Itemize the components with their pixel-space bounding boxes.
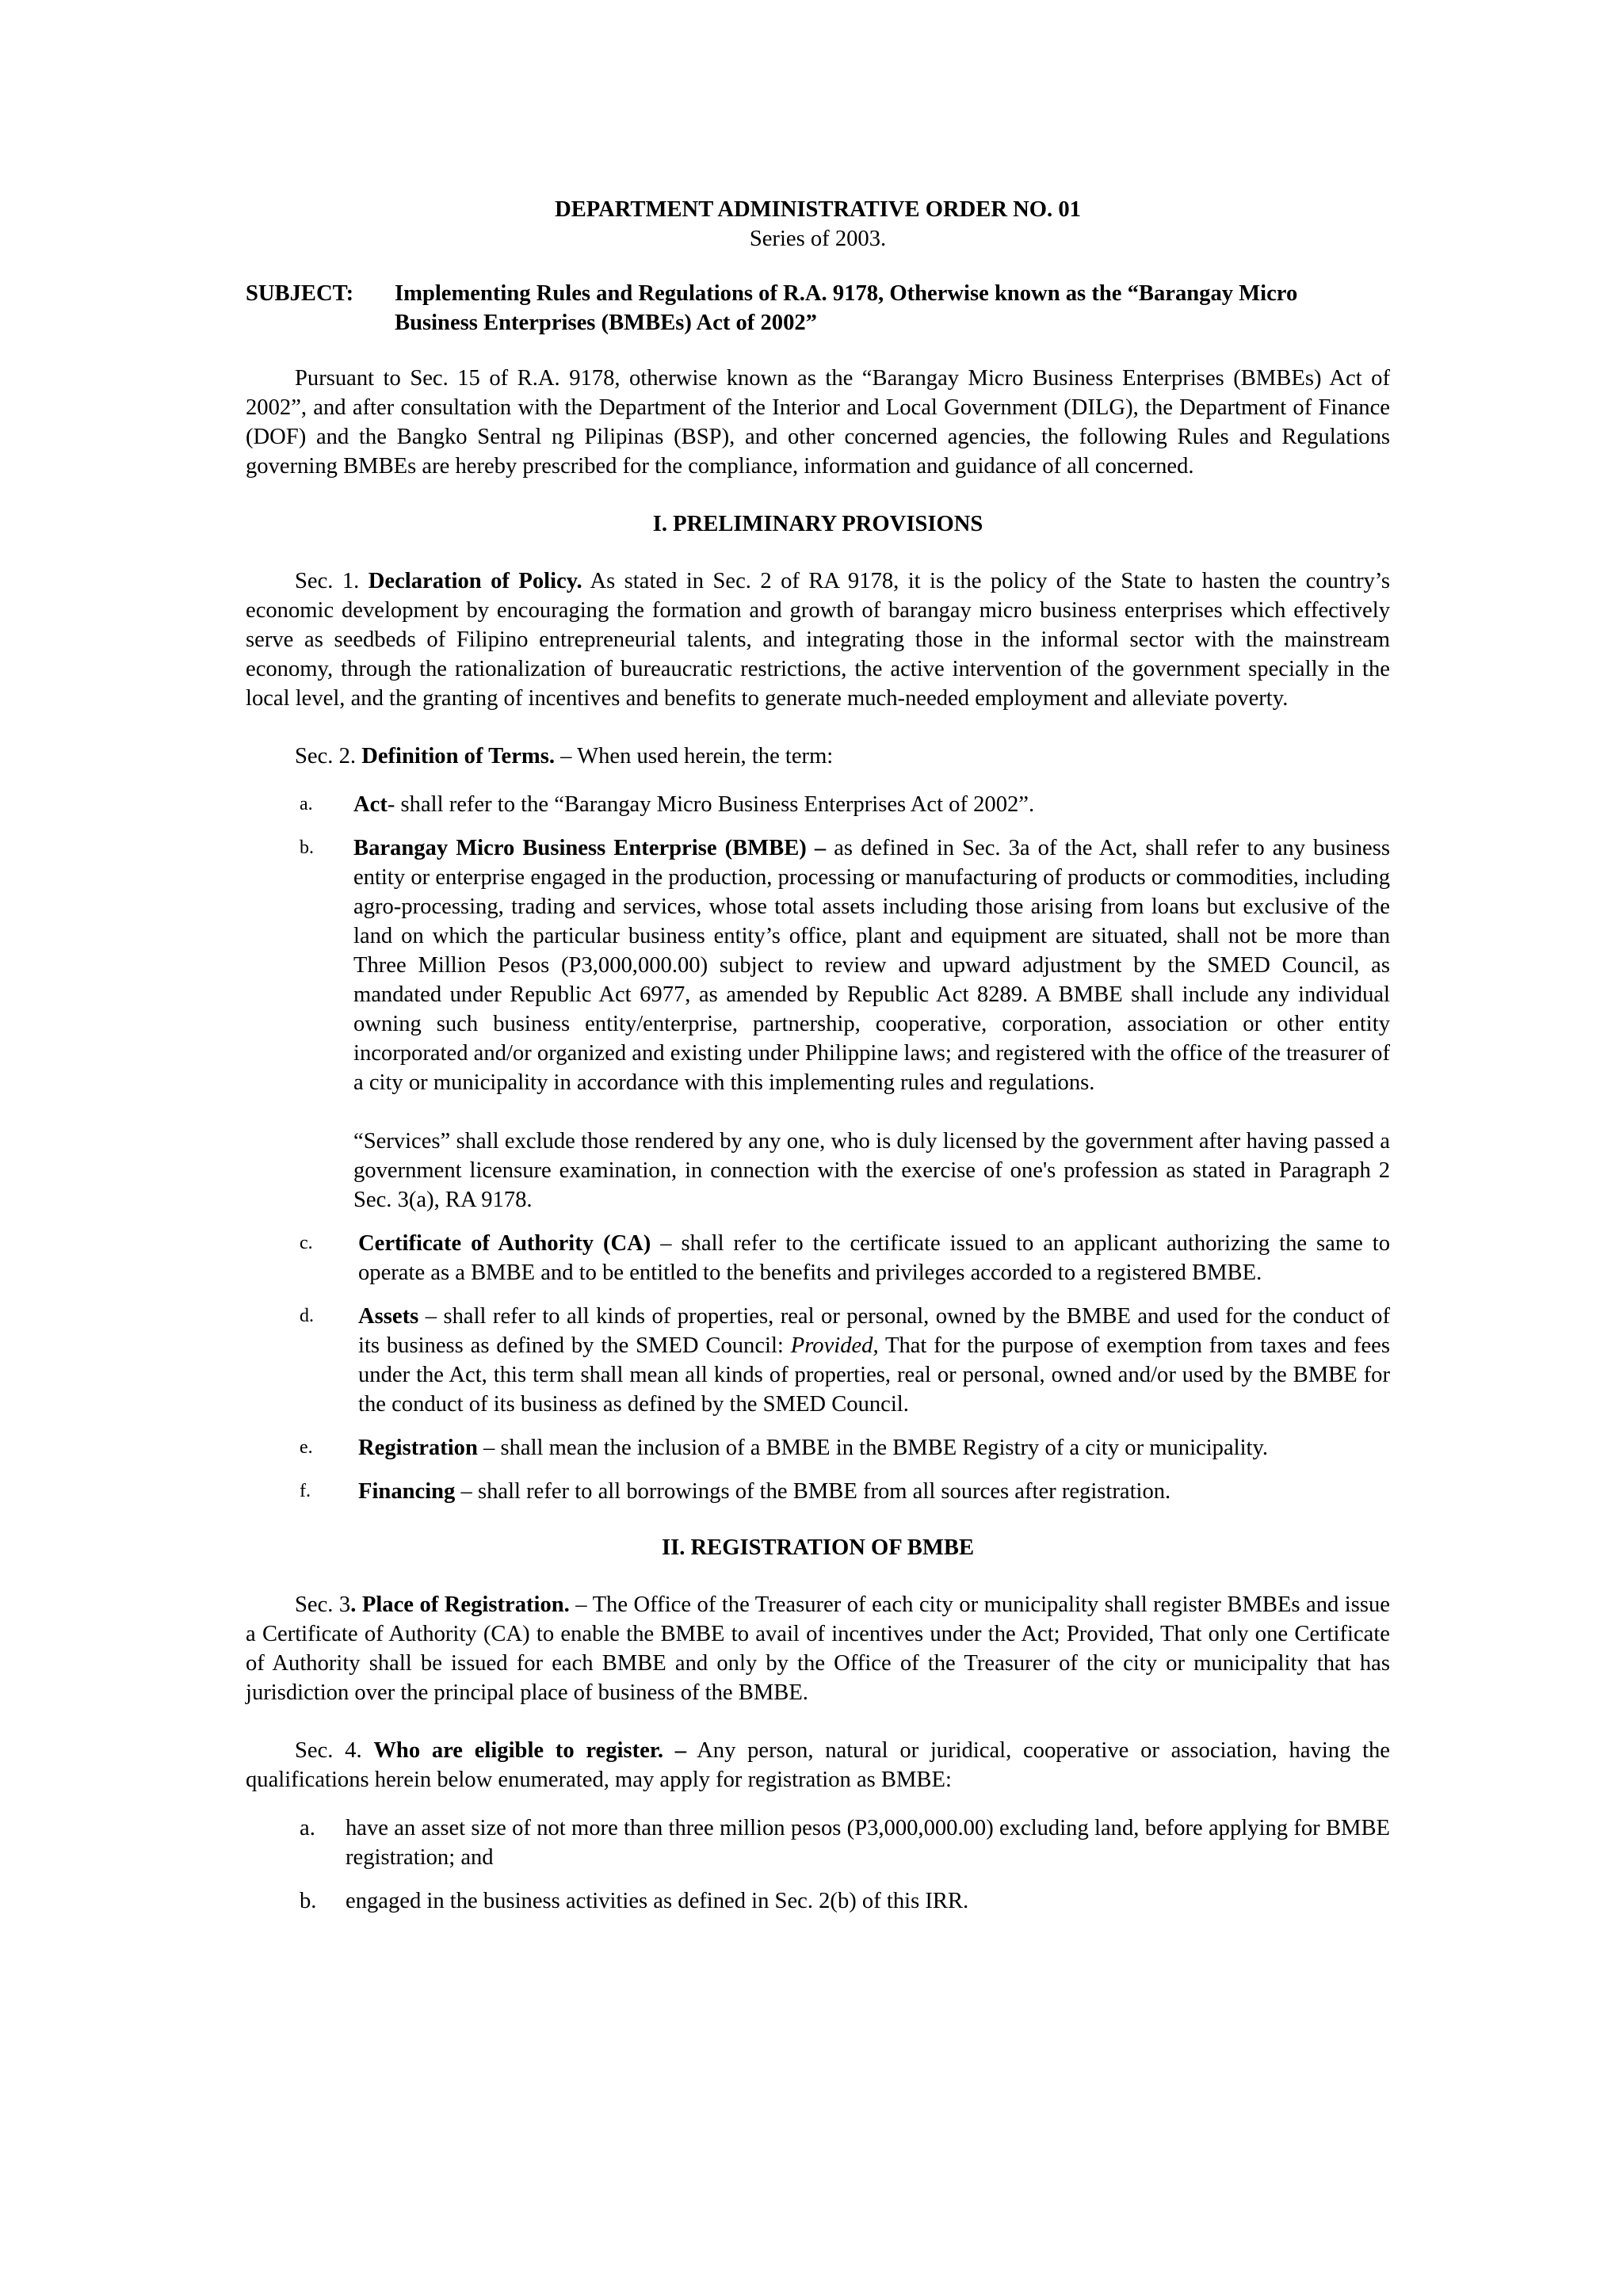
- document-title: DEPARTMENT ADMINISTRATIVE ORDER NO. 01: [555, 197, 1081, 222]
- definition-body: [358, 1302, 1390, 1419]
- eligibility-marker: a.: [300, 1816, 315, 1840]
- sec2-text: – When used herein, the term:: [555, 744, 834, 769]
- sec4-number: Sec. 4.: [295, 1738, 374, 1763]
- definition-text: – shall refer to all borrowings of the BMBE from all sources after registration.: [455, 1479, 1171, 1504]
- subject-text: Implementing Rules and Regulations of R.A. 9178, Otherwise known as the “Barangay Micro Business Enterprises (BMBEs) Act of 2002”: [395, 281, 1298, 335]
- sec3-number: Sec. 3: [295, 1592, 351, 1617]
- definition-marker: e.: [300, 1437, 313, 1458]
- definition-term: Financing: [358, 1479, 456, 1504]
- sec2-number: Sec. 2.: [295, 744, 362, 769]
- eligibility-marker: b.: [300, 1889, 317, 1913]
- sec1-title: Declaration of Policy.: [368, 569, 582, 593]
- definition-item-ca: [246, 1229, 1390, 1287]
- definition-term: Registration: [358, 1436, 478, 1460]
- document-page: [246, 195, 1390, 1930]
- definition-item-bmbe: [246, 833, 1390, 1215]
- sec1-paragraph: [246, 566, 1390, 713]
- definition-term: Act: [353, 792, 388, 817]
- eligibility-text: have an asset size of not more than three million pesos (P3,000,000.00) excluding land, before applying for BMBE registration; and: [346, 1816, 1390, 1870]
- definition-text: – shall refer to the certificate issued to an applicant authorizing the same to operate as a BMBE and to be entitled to the benefits and privileges accorded to a registered BMBE.: [358, 1231, 1390, 1285]
- definition-marker: b.: [300, 837, 314, 858]
- definition-marker: d.: [300, 1306, 314, 1326]
- subject-label: SUBJECT:: [246, 281, 354, 306]
- definition-body: [353, 790, 1390, 819]
- sec4-title: Who are eligible to register. –: [373, 1738, 687, 1763]
- sec3-dot: .: [350, 1592, 357, 1617]
- definition-marker: a.: [300, 794, 313, 814]
- sec3-paragraph: [246, 1590, 1390, 1707]
- definition-marker: f.: [300, 1481, 311, 1501]
- sec4-text: Any person, natural or juridical, cooperative or association, having the qualifications herein below enumerated, may apply for registration as BMBE:: [246, 1738, 1391, 1792]
- definition-body: [358, 1477, 1390, 1506]
- sec1-number: Sec. 1.: [295, 569, 369, 593]
- definition-body: [353, 833, 1390, 1215]
- definition-item-act: [246, 790, 1390, 819]
- definition-body: [358, 1433, 1390, 1463]
- definition-text-continued: That for the purpose of exemption from taxes and fees under the Act, this term shall mean all kinds of properties, real or personal, owned and/or used by the BMBE for the conduct of its business as defined by the SMED Council.: [358, 1333, 1390, 1417]
- sec2-paragraph: [246, 742, 1390, 771]
- definition-term: Certificate of Authority (CA): [358, 1231, 651, 1256]
- definition-item-assets: [246, 1302, 1390, 1419]
- definition-text: as defined in Sec. 3a of the Act, shall refer to any business entity or enterprise engaged in the production, processing or manufacturing of products or commodities, including agro-processing, trading and services, whose total assets including those arising from loans but exclusive of the land on which the particular business entity’s office, plant and equipment are situated, shall not be more than Three Million Pesos (P3,000,000.00) subject to review and upward adjustment by the SMED Council, as mandated under Republic Act 6977, as amended by Republic Act 8289. A BMBE shall include any individual owning such business entity/enterprise, partnership, cooperative, corporation, association or other entity incorporated and/or organized and existing under Philippine laws; and registered with the office of the treasurer of a city or municipality in accordance with this implementing rules and regulations.: [353, 836, 1390, 1095]
- eligibility-list: [246, 1814, 1390, 1916]
- subject-block: [246, 279, 1390, 338]
- document-series: Series of 2003.: [749, 227, 887, 251]
- sec3-text: – The Office of the Treasurer of each city or municipality shall register BMBEs and issue a Certificate of Authority (CA) to enable the BMBE to avail of incentives under the Act; Provided, That only one Certificate of Authority shall be issued for each BMBE and only by the Office of the Treasurer of the city or municipality that has jurisdiction over the principal place of business of the BMBE.: [246, 1592, 1390, 1705]
- eligibility-item: [246, 1814, 1390, 1872]
- definition-text: - shall refer to the “Barangay Micro Business Enterprises Act of 2002”.: [387, 792, 1035, 817]
- definition-item-registration: [246, 1433, 1390, 1463]
- definition-body: [358, 1229, 1390, 1287]
- definition-marker: c.: [300, 1233, 313, 1253]
- definition-proviso: Provided,: [790, 1333, 879, 1358]
- sec1-text: As stated in Sec. 2 of RA 9178, it is the policy of the State to hasten the country’s economic development by encouraging the formation and growth of barangay micro business enterprises which effectively serve as seedbeds of Filipino entrepreneurial talents, and integrating those in the informal sector with the mainstream economy, through the rationalization of bureaucratic restrictions, the active intervention of the government specially in the local level, and the granting of incentives and benefits to generate much-needed employment and alleviate poverty.: [246, 569, 1390, 711]
- section-heading-preliminary: I. PRELIMINARY PROVISIONS: [652, 512, 983, 536]
- definition-list: [246, 790, 1390, 1506]
- definition-term: Barangay Micro Business Enterprise (BMBE) –: [353, 836, 827, 860]
- definition-text: – shall mean the inclusion of a BMBE in the BMBE Registry of a city or municipality.: [477, 1436, 1269, 1460]
- eligibility-text: engaged in the business activities as defined in Sec. 2(b) of this IRR.: [346, 1889, 969, 1913]
- eligibility-item: [246, 1886, 1390, 1916]
- sec4-paragraph: [246, 1736, 1390, 1794]
- sec2-title: Definition of Terms.: [361, 744, 556, 769]
- sec3-title: Place of Registration.: [356, 1592, 570, 1617]
- preamble-paragraph: Pursuant to Sec. 15 of R.A. 9178, otherwise known as the “Barangay Micro Business Enterprises (BMBEs) Act of 2002”, and after consultation with the Department of the Interior and Local Government (DILG), the Department of Finance (DOF) and the Bangko Sentral ng Pilipinas (BSP), and other concerned agencies, the following Rules and Regulations governing BMBEs are hereby prescribed for the compliance, information and guidance of all concerned.: [246, 366, 1390, 479]
- definition-text: – shall refer to all kinds of properties, real or personal, owned by the BMBE and used for the conduct of its business as defined by the SMED Council:: [358, 1304, 1390, 1358]
- definition-term: Assets: [358, 1304, 419, 1329]
- definition-services-note: “Services” shall exclude those rendered by any one, who is duly licensed by the government after having passed a government licensure examination, in connection with the exercise of one's profession as stated in Paragraph 2 Sec. 3(a), RA 9178.: [353, 1129, 1390, 1212]
- section-heading-registration: II. REGISTRATION OF BMBE: [661, 1535, 975, 1560]
- definition-item-financing: [246, 1477, 1390, 1506]
